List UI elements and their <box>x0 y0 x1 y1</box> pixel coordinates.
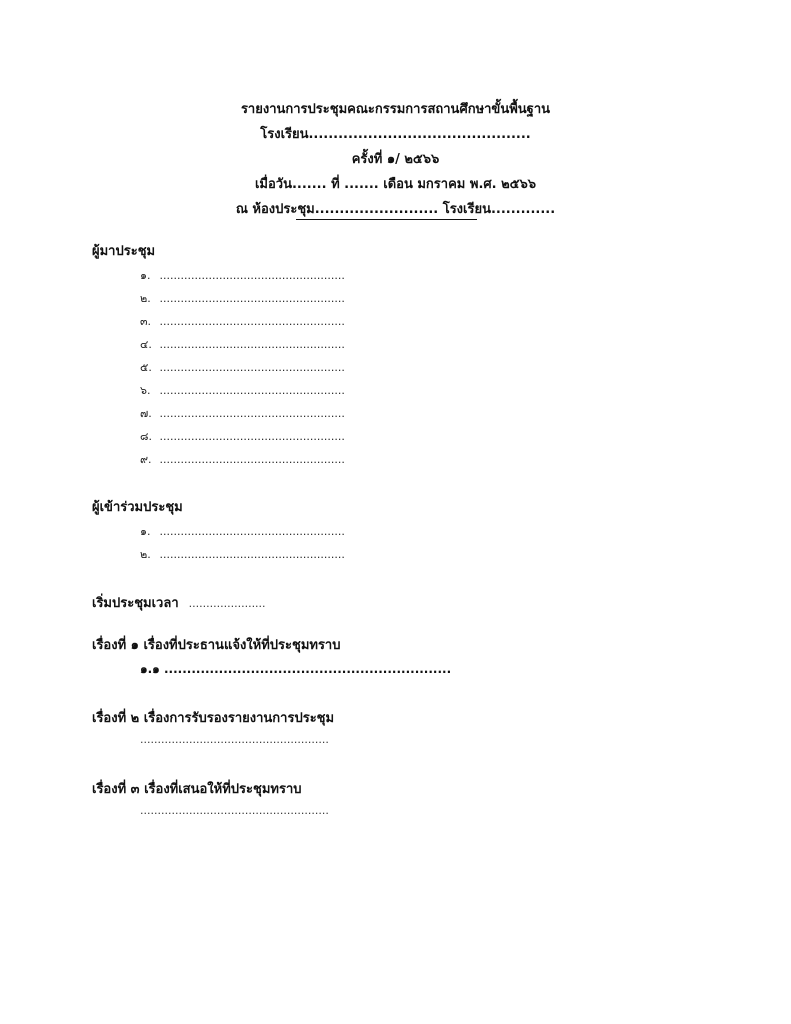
attendee-number: ๗. <box>140 407 152 420</box>
attendee-item <box>140 335 345 353</box>
session-number-line: ครั้งที่ ๑/ ๒๕๖๖ <box>351 152 440 167</box>
participant-blank: ..................................................... <box>159 525 345 538</box>
attendee-number: ๔. <box>140 338 152 351</box>
attendee-item <box>140 381 345 399</box>
date-line: เมื่อวัน....... ที่ ....... เดือน มกราคม พ.ศ. ๒๕๖๖ <box>254 177 537 192</box>
header-divider <box>296 219 477 220</box>
participant-item <box>140 522 345 540</box>
attendee-number: ๒. <box>140 292 151 305</box>
attendee-number: ๙. <box>140 453 152 466</box>
attendee-item <box>140 404 345 422</box>
agenda-1-title: เรื่องที่ ๑ เรื่องที่ประธานแจ้งให้ที่ประชุมทราบ <box>92 638 341 653</box>
attendee-item <box>140 450 345 468</box>
attendee-blank: ..................................................... <box>159 292 345 305</box>
attendee-number: ๕. <box>140 361 152 374</box>
participant-blank: ..................................................... <box>159 548 345 561</box>
attendee-number: ๘. <box>140 430 152 443</box>
attendee-item <box>140 312 345 330</box>
school-name-line: โรงเรียน............................................. <box>260 127 531 142</box>
attendee-blank: ..................................................... <box>159 430 345 443</box>
agenda-3-title: เรื่องที่ ๓ เรื่องที่เสนอให้ที่ประชุมทราบ <box>92 782 302 797</box>
attendee-blank: ..................................................... <box>159 407 345 420</box>
agenda-3-blank: ...................................................... <box>140 804 329 817</box>
start-time-blank: ...................... <box>188 597 266 610</box>
attendee-item <box>140 427 345 445</box>
attendee-item <box>140 266 345 284</box>
report-title: รายงานการประชุมคณะกรรมการสถานศึกษาขั้นพื้นฐาน <box>240 102 551 117</box>
attendee-blank: ..................................................... <box>159 384 345 397</box>
venue-line: ณ ห้องประชุม......................... โรงเรียน............. <box>235 202 556 217</box>
attendee-number: ๖. <box>140 384 151 397</box>
start-time-label: เริ่มประชุมเวลา <box>92 596 179 611</box>
agenda-2-blank: ...................................................... <box>140 733 329 746</box>
attendee-blank: ..................................................... <box>159 315 345 328</box>
attendee-item <box>140 289 345 307</box>
start-time-line <box>92 592 266 613</box>
agenda-2-title: เรื่องที่ ๒ เรื่องการรับรองรายงานการประชุม <box>92 711 335 726</box>
attendee-number: ๓. <box>140 315 152 328</box>
agenda-1-subitem: ๑.๑ ............................................................... <box>140 662 452 676</box>
participant-number: ๒. <box>140 548 151 561</box>
attendee-blank: ..................................................... <box>159 338 345 351</box>
attendee-blank: ..................................................... <box>159 453 345 466</box>
participant-number: ๑. <box>140 525 151 538</box>
participants-title: ผู้เข้าร่วมประชุม <box>92 500 183 515</box>
participant-item <box>140 545 345 563</box>
attendee-blank: ..................................................... <box>159 361 345 374</box>
attendee-number: ๑. <box>140 269 151 282</box>
attendee-blank: ..................................................... <box>159 269 345 282</box>
attendees-title: ผู้มาประชุม <box>92 244 156 259</box>
attendee-item <box>140 358 345 376</box>
